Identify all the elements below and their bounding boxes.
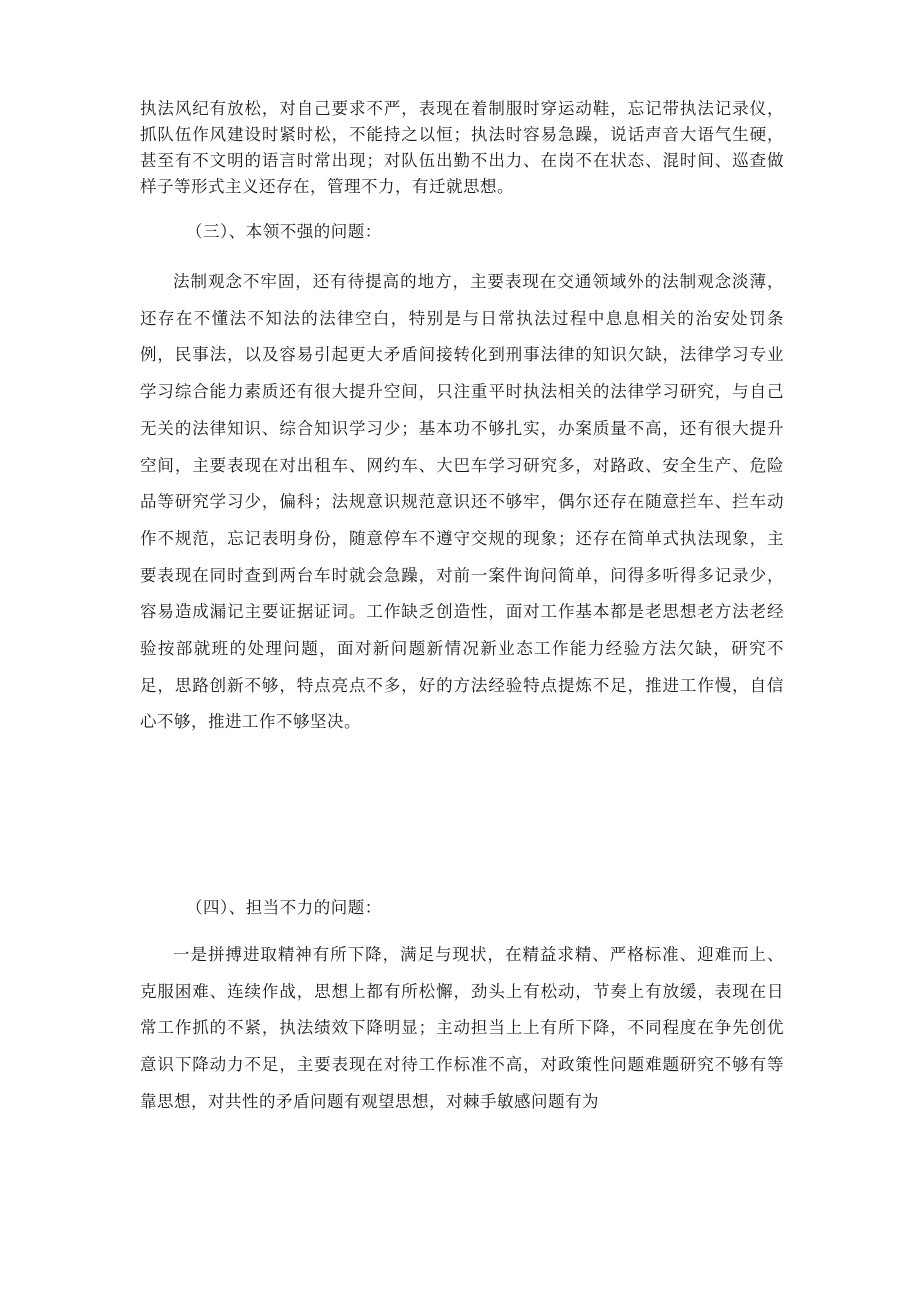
paragraph-section-4: 一是拼搏进取精神有所下降，满足与现状，在精益求精、严格标准、迎难而上、克服困难、连续作战，思想上都有所松懈，劲头上有松动，节奏上有放缓，表现在日常工作抓的不紧，执法绩效下降明显；主动担当上上有所下降，不同程度在争先创优意识下降动力不足，主要表现在对待工作标准不高，对政策性问题难题研究不够有等靠思想，对共性的矛盾问题有观望思想，对棘手敏感问题有为 bbox=[140, 945, 784, 1111]
section-heading-3: （三）、本领不强的问题： bbox=[186, 222, 382, 241]
paragraph-section-3: 法制观念不牢固，还有待提高的地方，主要表现在交通领域外的法制观念淡薄，还存在不懂法不知法的法律空白，特别是与日常执法过程中息息相关的治安处罚条例，民事法，以及容易引起更大矛盾间接转化到刑事法律的知识欠缺，法律学习专业学习综合能力素质还有很大提升空间，只注重平时执法相关的法律学习研究，与自己无关的法律知识、综合知识学习少；基本功不够扎实，办案质量不高，还有很大提升空间，主要表现在对出租车、网约车、大巴车学习研究多，对路政、安全生产、危险品等研究学习少，偏科；法规意识规范意识还不够牢，偶尔还存在随意拦车、拦车动作不规范，忘记表明身份，随意停车不遵守交规的现象；还存在简单式执法现象，主要表现在同时查到两台车时就会急躁，对前一案件询问简单，问得多听得多记录少，容易造成漏记主要证据证词。工作缺乏创造性，面对工作基本都是老思想老方法老经验按部就班的处理问题，面对新问题新情况新业态工作能力经验方法欠缺，研究不足，思路创新不够，特点亮点不多，好的方法经验特点提炼不足，推进工作慢，自信心不够，推进工作不够坚决。 bbox=[140, 272, 784, 732]
section-heading-4: （四）、担当不力的问题： bbox=[186, 898, 382, 917]
paragraph-continued: 执法风纪有放松，对自己要求不严，表现在着制服时穿运动鞋，忘记带执法记录仪，抓队伍作风建设时紧时松，不能持之以恒；执法时容易急躁，说话声音大语气生硬，甚至有不文明的语言时常出现；对队伍出勤不出力、在岗不在状态、混时间、巡查做样子等形式主义还存在，管理不力，有迁就思想。 bbox=[140, 99, 784, 196]
